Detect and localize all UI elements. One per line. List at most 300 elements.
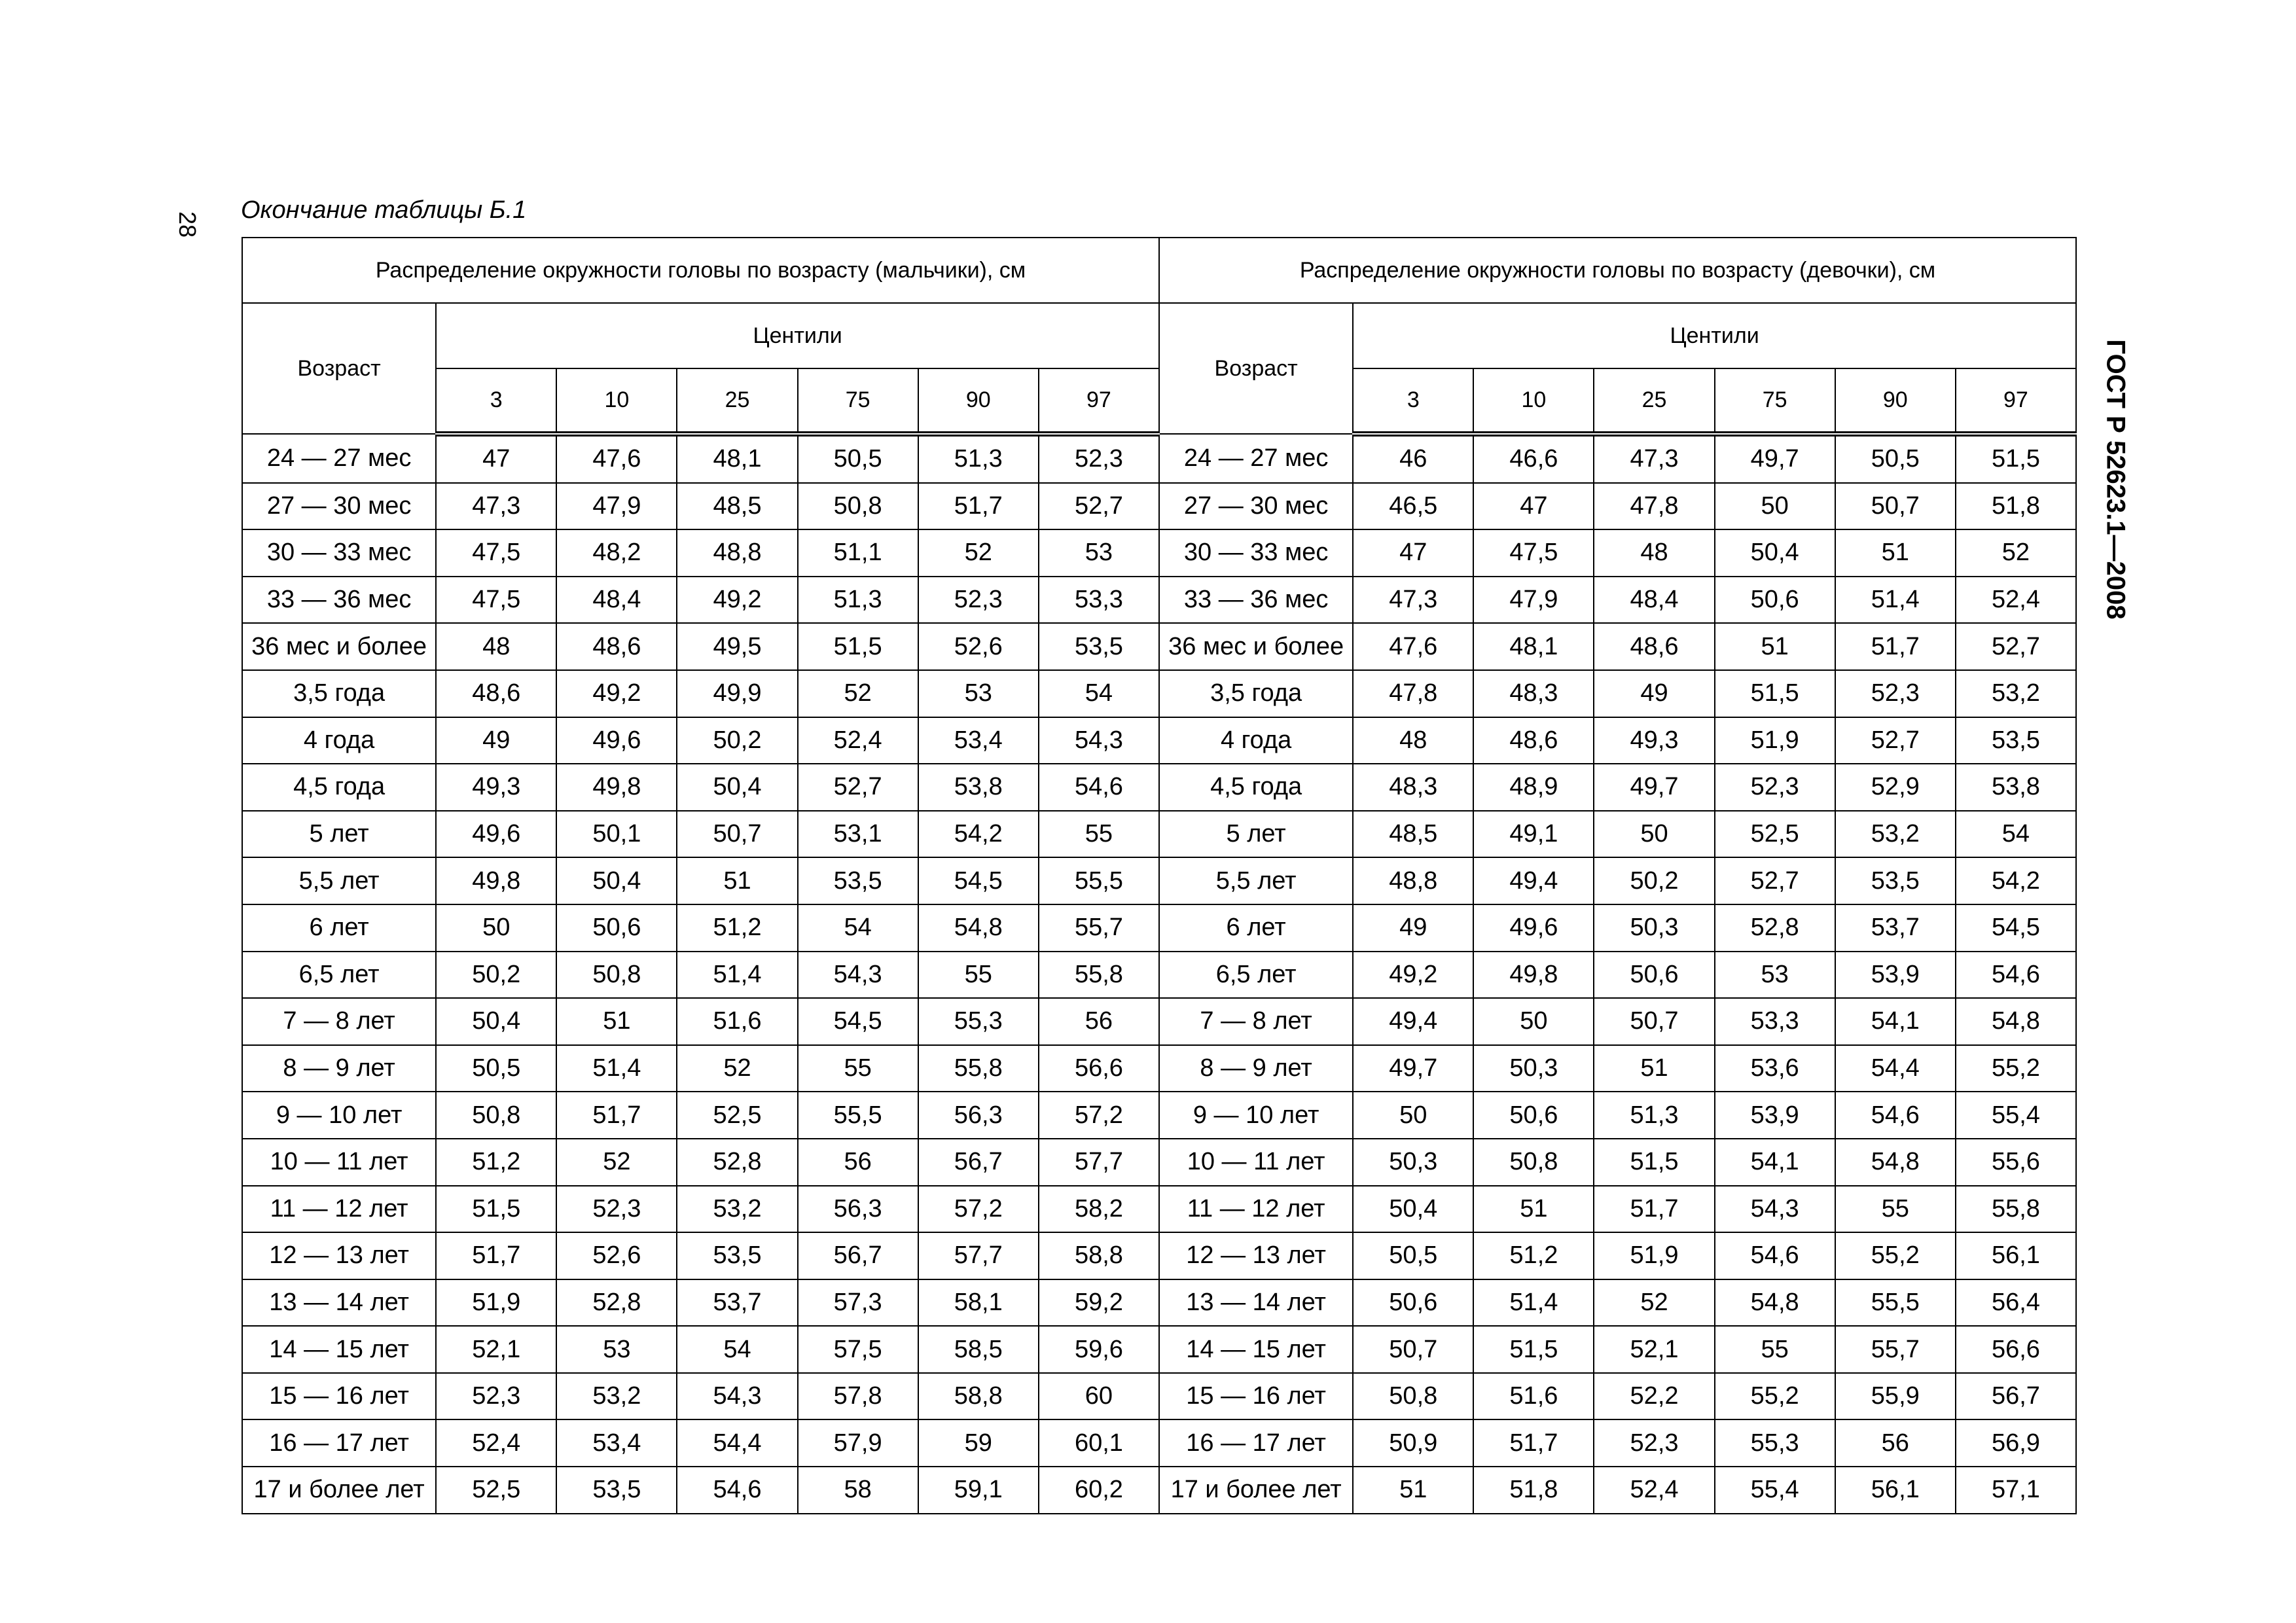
girls-value-cell: 53,7 <box>1835 904 1956 952</box>
boys-value-cell: 52,8 <box>556 1279 677 1327</box>
girls-value-cell: 54,8 <box>1956 998 2076 1045</box>
boys-value-cell: 53,4 <box>918 717 1039 764</box>
boys-value-cell: 49,5 <box>677 623 797 670</box>
boys-value-cell: 53,7 <box>677 1279 797 1327</box>
boys-value-cell: 58,8 <box>918 1373 1039 1420</box>
girls-value-cell: 50,3 <box>1594 904 1714 952</box>
boys-value-cell: 57,7 <box>1039 1139 1159 1186</box>
girls-value-cell: 47,8 <box>1353 670 1473 717</box>
boys-value-cell: 58,8 <box>1039 1232 1159 1279</box>
girls-value-cell: 52,4 <box>1956 577 2076 624</box>
boys-value-cell: 52,7 <box>798 764 918 811</box>
boys-value-cell: 57,5 <box>798 1326 918 1373</box>
boys-value-cell: 57,2 <box>1039 1092 1159 1139</box>
girls-age-cell: 17 и более лет <box>1159 1467 1353 1514</box>
boys-value-cell: 50,4 <box>677 764 797 811</box>
boys-value-cell: 60,1 <box>1039 1419 1159 1467</box>
boys-value-cell: 47,5 <box>436 529 556 577</box>
girls-value-cell: 51 <box>1473 1186 1594 1233</box>
girls-value-cell: 48 <box>1594 529 1714 577</box>
girls-age-cell: 6 лет <box>1159 904 1353 952</box>
girls-value-cell: 50,8 <box>1473 1139 1594 1186</box>
boys-header: Распределение окружности головы по возрасту (мальчики), см <box>242 238 1159 303</box>
girls-centile-90-header: 90 <box>1835 368 1956 434</box>
boys-value-cell: 49,8 <box>556 764 677 811</box>
boys-value-cell: 49,6 <box>436 811 556 858</box>
standard-code: ГОСТ Р 52623.1—2008 <box>2101 339 2130 620</box>
girls-value-cell: 49,6 <box>1473 904 1594 952</box>
table-row <box>242 1232 2076 1279</box>
girls-centile-97-header: 97 <box>1956 368 2076 434</box>
girls-value-cell: 51,5 <box>1715 670 1835 717</box>
girls-value-cell: 55,9 <box>1835 1373 1956 1420</box>
girls-value-cell: 52,8 <box>1715 904 1835 952</box>
boys-value-cell: 55,5 <box>798 1092 918 1139</box>
boys-value-cell: 53,2 <box>677 1186 797 1233</box>
girls-value-cell: 51,4 <box>1835 577 1956 624</box>
girls-age-cell: 13 — 14 лет <box>1159 1279 1353 1327</box>
boys-value-cell: 51,7 <box>918 483 1039 530</box>
girls-value-cell: 48,4 <box>1594 577 1714 624</box>
girls-value-cell: 51,9 <box>1594 1232 1714 1279</box>
girls-age-cell: 15 — 16 лет <box>1159 1373 1353 1420</box>
boys-value-cell: 50,8 <box>556 952 677 999</box>
girls-value-cell: 50,5 <box>1353 1232 1473 1279</box>
boys-value-cell: 55,8 <box>1039 952 1159 999</box>
boys-age-cell: 12 — 13 лет <box>242 1232 436 1279</box>
girls-value-cell: 50,6 <box>1353 1279 1473 1327</box>
boys-value-cell: 53,3 <box>1039 577 1159 624</box>
girls-value-cell: 48,6 <box>1473 717 1594 764</box>
girls-value-cell: 47,5 <box>1473 529 1594 577</box>
girls-value-cell: 57,1 <box>1956 1467 2076 1514</box>
girls-value-cell: 56,1 <box>1956 1232 2076 1279</box>
girls-value-cell: 48 <box>1353 717 1473 764</box>
girls-age-cell: 4 года <box>1159 717 1353 764</box>
boys-age-cell: 10 — 11 лет <box>242 1139 436 1186</box>
girls-value-cell: 49,8 <box>1473 952 1594 999</box>
boys-age-cell: 13 — 14 лет <box>242 1279 436 1327</box>
boys-value-cell: 51 <box>556 998 677 1045</box>
boys-value-cell: 50 <box>436 904 556 952</box>
boys-value-cell: 54,6 <box>677 1467 797 1514</box>
table-row <box>242 577 2076 624</box>
boys-value-cell: 50,5 <box>798 434 918 483</box>
girls-value-cell: 48,8 <box>1353 857 1473 904</box>
girls-value-cell: 56,7 <box>1956 1373 2076 1420</box>
boys-age-cell: 5,5 лет <box>242 857 436 904</box>
girls-value-cell: 52 <box>1956 529 2076 577</box>
girls-value-cell: 52,3 <box>1715 764 1835 811</box>
boys-value-cell: 54,5 <box>798 998 918 1045</box>
boys-value-cell: 48,8 <box>677 529 797 577</box>
girls-value-cell: 51,8 <box>1473 1467 1594 1514</box>
girls-value-cell: 54,3 <box>1715 1186 1835 1233</box>
boys-value-cell: 55 <box>1039 811 1159 858</box>
boys-value-cell: 48,6 <box>556 623 677 670</box>
girls-value-cell: 48,3 <box>1473 670 1594 717</box>
girls-value-cell: 50,6 <box>1715 577 1835 624</box>
boys-value-cell: 49,2 <box>677 577 797 624</box>
girls-value-cell: 49,4 <box>1353 998 1473 1045</box>
boys-value-cell: 54,3 <box>677 1373 797 1420</box>
boys-centile-25-header: 25 <box>677 368 797 434</box>
boys-value-cell: 50,7 <box>677 811 797 858</box>
table-row <box>242 717 2076 764</box>
table-row <box>242 998 2076 1045</box>
table-row <box>242 952 2076 999</box>
girls-value-cell: 47,6 <box>1353 623 1473 670</box>
boys-value-cell: 49,6 <box>556 717 677 764</box>
boys-value-cell: 48,5 <box>677 483 797 530</box>
girls-value-cell: 54,5 <box>1956 904 2076 952</box>
boys-value-cell: 52,8 <box>677 1139 797 1186</box>
boys-value-cell: 50,8 <box>798 483 918 530</box>
boys-value-cell: 51,1 <box>798 529 918 577</box>
boys-value-cell: 52,4 <box>436 1419 556 1467</box>
boys-value-cell: 51,3 <box>918 434 1039 483</box>
girls-value-cell: 52,3 <box>1835 670 1956 717</box>
girls-age-cell: 12 — 13 лет <box>1159 1232 1353 1279</box>
boys-value-cell: 47,3 <box>436 483 556 530</box>
boys-value-cell: 56,7 <box>918 1139 1039 1186</box>
boys-centile-10-header: 10 <box>556 368 677 434</box>
girls-value-cell: 52,7 <box>1715 857 1835 904</box>
boys-value-cell: 49,8 <box>436 857 556 904</box>
girls-value-cell: 52,5 <box>1715 811 1835 858</box>
girls-age-cell: 10 — 11 лет <box>1159 1139 1353 1186</box>
boys-value-cell: 49,2 <box>556 670 677 717</box>
boys-value-cell: 55 <box>798 1045 918 1092</box>
boys-value-cell: 51,4 <box>677 952 797 999</box>
boys-value-cell: 54 <box>1039 670 1159 717</box>
table-row <box>242 434 2076 483</box>
boys-value-cell: 54,2 <box>918 811 1039 858</box>
boys-age-cell: 9 — 10 лет <box>242 1092 436 1139</box>
girls-value-cell: 53,9 <box>1835 952 1956 999</box>
boys-value-cell: 51,7 <box>436 1232 556 1279</box>
girls-value-cell: 55,4 <box>1715 1467 1835 1514</box>
boys-value-cell: 48 <box>436 623 556 670</box>
girls-value-cell: 54,1 <box>1715 1139 1835 1186</box>
girls-age-cell: 16 — 17 лет <box>1159 1419 1353 1467</box>
girls-value-cell: 54,2 <box>1956 857 2076 904</box>
table-row <box>242 1467 2076 1514</box>
girls-value-cell: 49,4 <box>1473 857 1594 904</box>
boys-age-cell: 36 мес и более <box>242 623 436 670</box>
girls-value-cell: 51,2 <box>1473 1232 1594 1279</box>
boys-value-cell: 53 <box>918 670 1039 717</box>
girls-age-cell: 24 — 27 мес <box>1159 434 1353 483</box>
girls-value-cell: 53,6 <box>1715 1045 1835 1092</box>
girls-value-cell: 49,2 <box>1353 952 1473 999</box>
girls-value-cell: 50,6 <box>1473 1092 1594 1139</box>
boys-value-cell: 51,6 <box>677 998 797 1045</box>
girls-value-cell: 55,7 <box>1835 1326 1956 1373</box>
table-caption: Окончание таблицы Б.1 <box>241 196 527 224</box>
girls-centile-75-header: 75 <box>1715 368 1835 434</box>
girls-value-cell: 54,4 <box>1835 1045 1956 1092</box>
girls-age-cell: 6,5 лет <box>1159 952 1353 999</box>
boys-value-cell: 56,6 <box>1039 1045 1159 1092</box>
girls-value-cell: 52,7 <box>1835 717 1956 764</box>
boys-value-cell: 54 <box>677 1326 797 1373</box>
girls-value-cell: 54,6 <box>1715 1232 1835 1279</box>
girls-value-cell: 53,5 <box>1956 717 2076 764</box>
girls-value-cell: 50,9 <box>1353 1419 1473 1467</box>
girls-value-cell: 47 <box>1353 529 1473 577</box>
girls-value-cell: 50,2 <box>1594 857 1714 904</box>
boys-value-cell: 53,5 <box>798 857 918 904</box>
girls-value-cell: 52,9 <box>1835 764 1956 811</box>
girls-value-cell: 53,8 <box>1956 764 2076 811</box>
girls-centile-10-header: 10 <box>1473 368 1594 434</box>
girls-value-cell: 50,7 <box>1353 1326 1473 1373</box>
girls-value-cell: 51,5 <box>1956 434 2076 483</box>
boys-value-cell: 52,5 <box>677 1092 797 1139</box>
girls-value-cell: 51,8 <box>1956 483 2076 530</box>
boys-value-cell: 58,5 <box>918 1326 1039 1373</box>
girls-value-cell: 50,4 <box>1715 529 1835 577</box>
girls-value-cell: 54,6 <box>1835 1092 1956 1139</box>
boys-value-cell: 48,4 <box>556 577 677 624</box>
table-row <box>242 483 2076 530</box>
boys-centile-3-header: 3 <box>436 368 556 434</box>
girls-age-header: Возраст <box>1159 303 1353 434</box>
boys-value-cell: 55,7 <box>1039 904 1159 952</box>
boys-value-cell: 48,6 <box>436 670 556 717</box>
girls-value-cell: 47,3 <box>1353 577 1473 624</box>
girls-value-cell: 50,8 <box>1353 1373 1473 1420</box>
boys-value-cell: 55,3 <box>918 998 1039 1045</box>
boys-value-cell: 54,6 <box>1039 764 1159 811</box>
girls-value-cell: 46,6 <box>1473 434 1594 483</box>
table-row <box>242 670 2076 717</box>
girls-value-cell: 55,5 <box>1835 1279 1956 1327</box>
boys-value-cell: 55,8 <box>918 1045 1039 1092</box>
boys-age-cell: 6 лет <box>242 904 436 952</box>
boys-age-cell: 4 года <box>242 717 436 764</box>
boys-value-cell: 58,1 <box>918 1279 1039 1327</box>
girls-centiles-header: Центили <box>1353 303 2076 368</box>
boys-value-cell: 57,2 <box>918 1186 1039 1233</box>
girls-value-cell: 55 <box>1835 1186 1956 1233</box>
girls-centile-25-header: 25 <box>1594 368 1714 434</box>
table-row <box>242 529 2076 577</box>
boys-value-cell: 47 <box>436 434 556 483</box>
boys-age-cell: 3,5 года <box>242 670 436 717</box>
boys-value-cell: 58,2 <box>1039 1186 1159 1233</box>
table-row <box>242 857 2076 904</box>
boys-value-cell: 52,3 <box>556 1186 677 1233</box>
boys-value-cell: 50,2 <box>677 717 797 764</box>
girls-value-cell: 52 <box>1594 1279 1714 1327</box>
boys-value-cell: 54,3 <box>1039 717 1159 764</box>
table-row <box>242 1326 2076 1373</box>
girls-value-cell: 51 <box>1715 623 1835 670</box>
boys-value-cell: 54,8 <box>918 904 1039 952</box>
boys-value-cell: 51,5 <box>798 623 918 670</box>
boys-value-cell: 51 <box>677 857 797 904</box>
girls-value-cell: 52,2 <box>1594 1373 1714 1420</box>
girls-value-cell: 51,7 <box>1594 1186 1714 1233</box>
girls-value-cell: 49 <box>1353 904 1473 952</box>
boys-value-cell: 52,4 <box>798 717 918 764</box>
table-row <box>242 904 2076 952</box>
girls-value-cell: 55,2 <box>1956 1045 2076 1092</box>
boys-age-header: Возраст <box>242 303 436 434</box>
boys-centile-97-header: 97 <box>1039 368 1159 434</box>
table-row <box>242 1139 2076 1186</box>
table-row <box>242 1279 2076 1327</box>
boys-age-cell: 30 — 33 мес <box>242 529 436 577</box>
boys-value-cell: 56,3 <box>798 1186 918 1233</box>
boys-age-cell: 7 — 8 лет <box>242 998 436 1045</box>
boys-value-cell: 50,2 <box>436 952 556 999</box>
boys-value-cell: 52,5 <box>436 1467 556 1514</box>
girls-value-cell: 48,5 <box>1353 811 1473 858</box>
girls-value-cell: 47,8 <box>1594 483 1714 530</box>
table-row <box>242 623 2076 670</box>
boys-value-cell: 57,8 <box>798 1373 918 1420</box>
boys-centiles-header: Центили <box>436 303 1159 368</box>
girls-value-cell: 47 <box>1473 483 1594 530</box>
girls-value-cell: 53,2 <box>1956 670 2076 717</box>
boys-value-cell: 52,7 <box>1039 483 1159 530</box>
boys-value-cell: 57,9 <box>798 1419 918 1467</box>
girls-value-cell: 48,3 <box>1353 764 1473 811</box>
girls-value-cell: 52,3 <box>1594 1419 1714 1467</box>
girls-age-cell: 9 — 10 лет <box>1159 1092 1353 1139</box>
girls-value-cell: 46,5 <box>1353 483 1473 530</box>
boys-value-cell: 53,5 <box>677 1232 797 1279</box>
girls-age-cell: 27 — 30 мес <box>1159 483 1353 530</box>
girls-age-cell: 3,5 года <box>1159 670 1353 717</box>
boys-value-cell: 50,8 <box>436 1092 556 1139</box>
girls-age-cell: 8 — 9 лет <box>1159 1045 1353 1092</box>
table-row <box>242 1373 2076 1420</box>
girls-value-cell: 51,5 <box>1473 1326 1594 1373</box>
boys-value-cell: 49,3 <box>436 764 556 811</box>
girls-value-cell: 52,1 <box>1594 1326 1714 1373</box>
boys-value-cell: 51,9 <box>436 1279 556 1327</box>
boys-value-cell: 50,4 <box>436 998 556 1045</box>
girls-value-cell: 55,2 <box>1835 1232 1956 1279</box>
girls-value-cell: 55,6 <box>1956 1139 2076 1186</box>
table-row <box>242 1045 2076 1092</box>
girls-value-cell: 51 <box>1353 1467 1473 1514</box>
table-row <box>242 811 2076 858</box>
girls-value-cell: 53 <box>1715 952 1835 999</box>
girls-value-cell: 51,4 <box>1473 1279 1594 1327</box>
boys-value-cell: 52 <box>798 670 918 717</box>
boys-value-cell: 59,2 <box>1039 1279 1159 1327</box>
girls-value-cell: 55 <box>1715 1326 1835 1373</box>
girls-value-cell: 56,4 <box>1956 1279 2076 1327</box>
girls-value-cell: 54,1 <box>1835 998 1956 1045</box>
girls-value-cell: 50 <box>1594 811 1714 858</box>
girls-value-cell: 51,5 <box>1594 1139 1714 1186</box>
boys-value-cell: 51,5 <box>436 1186 556 1233</box>
boys-value-cell: 50,1 <box>556 811 677 858</box>
girls-value-cell: 54,6 <box>1956 952 2076 999</box>
girls-value-cell: 51,7 <box>1835 623 1956 670</box>
boys-age-cell: 33 — 36 мес <box>242 577 436 624</box>
girls-value-cell: 55,2 <box>1715 1373 1835 1420</box>
boys-value-cell: 51,3 <box>798 577 918 624</box>
girls-value-cell: 47,9 <box>1473 577 1594 624</box>
girls-value-cell: 53,9 <box>1715 1092 1835 1139</box>
boys-value-cell: 47,6 <box>556 434 677 483</box>
head-circumference-table <box>242 237 2077 1514</box>
boys-age-cell: 6,5 лет <box>242 952 436 999</box>
girls-value-cell: 53,2 <box>1835 811 1956 858</box>
boys-age-cell: 11 — 12 лет <box>242 1186 436 1233</box>
boys-value-cell: 53,8 <box>918 764 1039 811</box>
girls-value-cell: 53,5 <box>1835 857 1956 904</box>
boys-value-cell: 53,1 <box>798 811 918 858</box>
girls-value-cell: 55,8 <box>1956 1186 2076 1233</box>
girls-value-cell: 52,7 <box>1956 623 2076 670</box>
girls-value-cell: 54,8 <box>1835 1139 1956 1186</box>
girls-value-cell: 48,6 <box>1594 623 1714 670</box>
boys-value-cell: 59,6 <box>1039 1326 1159 1373</box>
boys-value-cell: 51,2 <box>677 904 797 952</box>
boys-value-cell: 49,9 <box>677 670 797 717</box>
boys-age-cell: 27 — 30 мес <box>242 483 436 530</box>
table-row <box>242 1419 2076 1467</box>
girls-value-cell: 49,7 <box>1353 1045 1473 1092</box>
girls-age-cell: 36 мес и более <box>1159 623 1353 670</box>
boys-value-cell: 50,4 <box>556 857 677 904</box>
girls-value-cell: 56,9 <box>1956 1419 2076 1467</box>
girls-value-cell: 50 <box>1353 1092 1473 1139</box>
boys-age-cell: 5 лет <box>242 811 436 858</box>
girls-value-cell: 48,9 <box>1473 764 1594 811</box>
boys-value-cell: 52,3 <box>1039 434 1159 483</box>
girls-value-cell: 50 <box>1473 998 1594 1045</box>
boys-value-cell: 52,3 <box>436 1373 556 1420</box>
boys-value-cell: 48,1 <box>677 434 797 483</box>
boys-value-cell: 54,4 <box>677 1419 797 1467</box>
boys-age-cell: 8 — 9 лет <box>242 1045 436 1092</box>
boys-value-cell: 56,3 <box>918 1092 1039 1139</box>
boys-value-cell: 47,5 <box>436 577 556 624</box>
boys-value-cell: 59 <box>918 1419 1039 1467</box>
girls-value-cell: 49,7 <box>1715 434 1835 483</box>
boys-value-cell: 47,9 <box>556 483 677 530</box>
girls-value-cell: 49 <box>1594 670 1714 717</box>
boys-value-cell: 55,5 <box>1039 857 1159 904</box>
boys-value-cell: 51,4 <box>556 1045 677 1092</box>
boys-value-cell: 54,5 <box>918 857 1039 904</box>
girls-value-cell: 50,4 <box>1353 1186 1473 1233</box>
boys-value-cell: 55 <box>918 952 1039 999</box>
boys-value-cell: 49 <box>436 717 556 764</box>
boys-value-cell: 60,2 <box>1039 1467 1159 1514</box>
girls-age-cell: 30 — 33 мес <box>1159 529 1353 577</box>
boys-value-cell: 53,5 <box>1039 623 1159 670</box>
girls-value-cell: 47,3 <box>1594 434 1714 483</box>
girls-age-cell: 11 — 12 лет <box>1159 1186 1353 1233</box>
boys-value-cell: 53 <box>556 1326 677 1373</box>
girls-value-cell: 56,6 <box>1956 1326 2076 1373</box>
table-row <box>242 764 2076 811</box>
boys-value-cell: 52,3 <box>918 577 1039 624</box>
girls-value-cell: 54 <box>1956 811 2076 858</box>
boys-value-cell: 58 <box>798 1467 918 1514</box>
girls-value-cell: 55,3 <box>1715 1419 1835 1467</box>
